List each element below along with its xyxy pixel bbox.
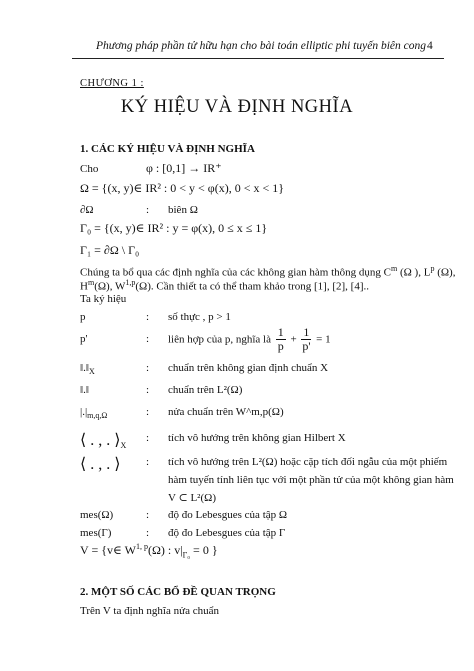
notation-mes-gamma-desc: độ đo Lebesgues của tập Γ xyxy=(168,527,286,539)
intro-line-1: Chúng ta bổ qua các định nghĩa của các không gian hàm thông dụng $C^m$ (Ω ), $L^p$ (Ω), xyxy=(80,264,456,279)
def-boundary-colon: : xyxy=(146,204,150,216)
v-space-definition: V = {v∈ W$^{1, p}$(Ω) : $v|_{\Gamma_0} = 0$ } xyxy=(80,542,218,560)
def-omega: Ω = {(x, y)∈ IR² : 0 < y < φ(x), 0 < x < 1} xyxy=(80,181,284,195)
notation-pprime-colon: : xyxy=(146,333,150,345)
notation-inner-x-desc: tích vô hướng trên không gian Hilbert X xyxy=(168,432,346,444)
notation-seminorm-desc: nửa chuẩn trên W^m,p(Ω) xyxy=(168,406,284,418)
notation-seminorm-colon: : xyxy=(146,406,150,418)
def-cho-label: Cho xyxy=(80,163,99,175)
notation-mes-gamma-symbol: mes(Γ) xyxy=(80,527,112,539)
def-boundary-symbol: ∂Ω xyxy=(80,204,94,216)
notation-p-symbol: p xyxy=(80,311,86,323)
notation-norm-l2-colon: : xyxy=(146,384,150,396)
notation-p-desc: số thực , p > 1 xyxy=(168,311,231,323)
notation-pprime-symbol: p' xyxy=(80,333,88,345)
section-2-intro: Trên V ta định nghĩa nửa chuẩn xyxy=(80,605,219,617)
intro-line-2: $H^m(\Omega)$, W$^{1,p}$(Ω). Cần thiết ta có thể tham khảo trong [1], [2], [4].. xyxy=(80,278,369,293)
notation-inner-x-symbol: ⟨ . , . $⟩_X$ xyxy=(80,432,127,451)
def-phi: φ : [0,1] → IR⁺ xyxy=(146,161,222,175)
notation-p-colon: : xyxy=(146,311,150,323)
notation-norm-x-desc: chuẩn trên không gian định chuẩn X xyxy=(168,362,329,374)
fraction-1-over-pprime: $\frac{1}{p'}$ xyxy=(302,325,311,353)
notation-norm-l2-desc: chuẩn trên L²(Ω) xyxy=(168,384,243,396)
def-gamma0: Γ₀ = {(x, y)∈ IR² : y = φ(x), 0 ≤ x ≤ 1} xyxy=(80,221,268,235)
chapter-title: KÝ HIỆU VÀ ĐỊNH NGHĨA xyxy=(120,97,354,117)
def-gamma1: Γ₁ = ∂Ω \ Γ₀ xyxy=(80,243,140,257)
notation-inner-l2-desc-3: V ⊂ L²(Ω) xyxy=(168,492,216,504)
notation-mes-omega-colon: : xyxy=(146,509,150,521)
section-1-heading: 1. CÁC KÝ HIỆU VÀ ĐỊNH NGHĨA xyxy=(80,143,255,155)
notation-mes-gamma-colon: : xyxy=(146,527,150,539)
notation-inner-x-colon: : xyxy=(146,432,150,444)
notation-mes-omega-desc: độ đo Lebesgues của tập Ω xyxy=(168,509,288,521)
running-header: Phương pháp phần tử hữu hạn cho bài toán elliptic phi tuyến biên cong xyxy=(96,40,426,52)
notation-norm-x-colon: : xyxy=(146,362,150,374)
notation-inner-l2-desc-2: hàm tuyến tính liên tục với một phần tử của một không gian hàm xyxy=(168,474,454,486)
header-rule xyxy=(72,58,444,59)
notation-pprime-desc: liên hợp của p, nghĩa là $\frac{1}{p}$ + $\frac{1}{p'}$ = 1 xyxy=(168,325,331,353)
notation-inner-l2-colon: : xyxy=(146,456,150,468)
page-number: 4 xyxy=(427,40,433,52)
notation-inner-l2-desc-1: tích vô hướng trên L²(Ω) hoặc cặp tích đối ngẫu của một phiếm xyxy=(168,456,448,468)
notation-seminorm-symbol: $|.|_{m,q,\Omega}$ xyxy=(80,406,108,421)
notation-norm-x-symbol: $‖.‖_X$ xyxy=(80,362,95,377)
notation-title: Ta ký hiệu xyxy=(80,293,127,305)
fraction-1-over-p: $\frac{1}{p}$ xyxy=(277,325,284,353)
section-2-heading: 2. MỘT SỐ CÁC BỔ ĐỀ QUAN TRỌNG xyxy=(80,586,276,598)
def-boundary-desc: biên Ω xyxy=(168,204,198,216)
notation-mes-omega-symbol: mes(Ω) xyxy=(80,509,114,521)
notation-inner-l2-symbol: ⟨ . , . ⟩ xyxy=(80,456,121,473)
notation-norm-l2-symbol: ‖.‖ xyxy=(80,384,89,396)
chapter-label: CHƯƠNG 1 : xyxy=(80,78,144,89)
